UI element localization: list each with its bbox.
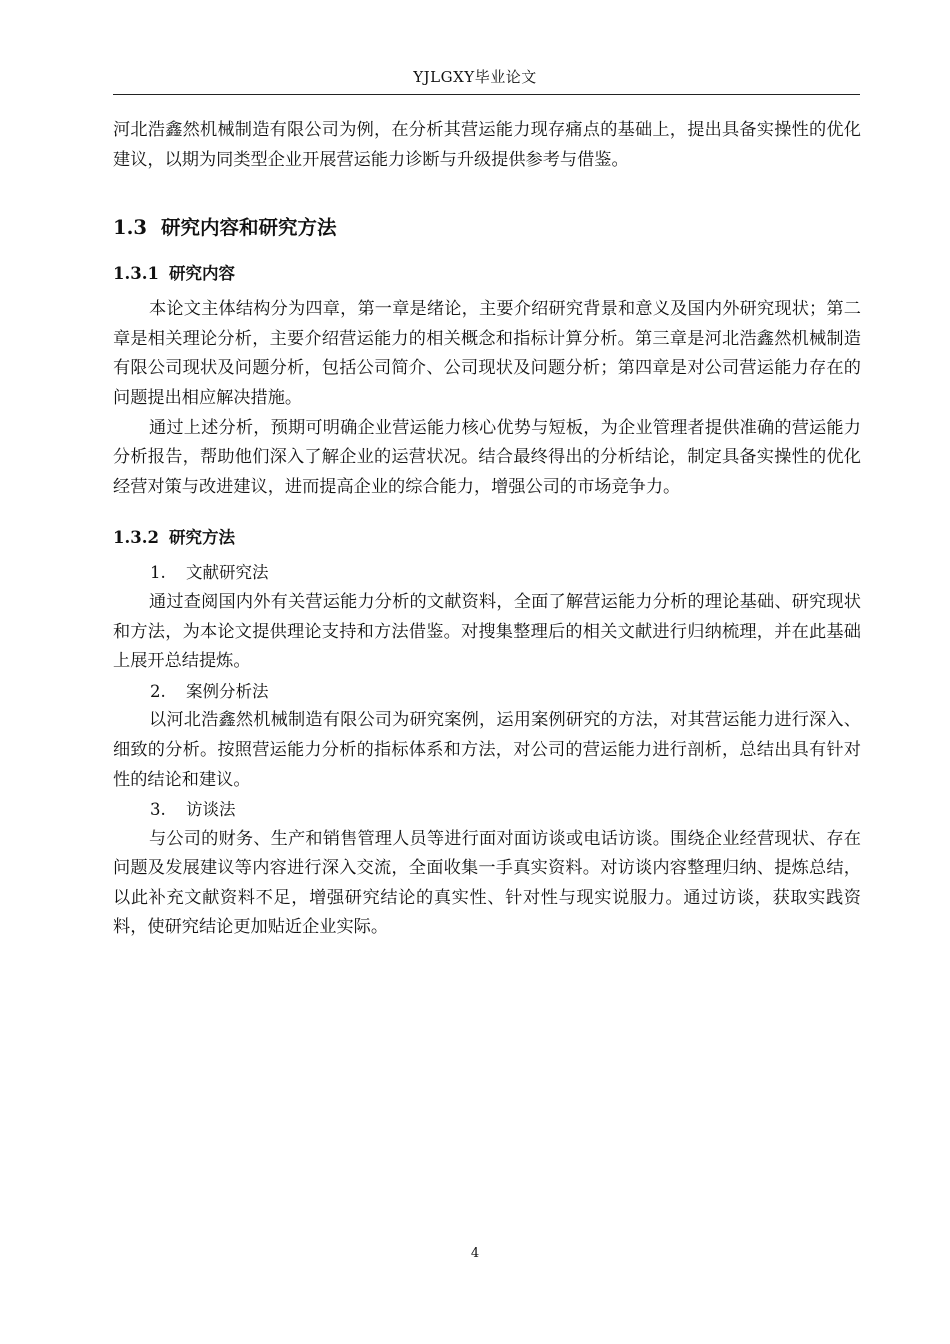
method-name: 访谈法: [186, 800, 236, 820]
page-number: 4: [470, 1246, 480, 1261]
running-header: YJLGXY毕业论文: [413, 68, 537, 86]
section-number: 1.3: [113, 216, 147, 240]
method-description: 以河北浩鑫然机械制造有限公司为研究案例，运用案例研究的方法，对其营运能力进行深入、细致的分析。按照营运能力分析的指标体系和方法，对公司的营运能力进行剖析，总结出具有针对性的结论和建议。: [113, 710, 861, 790]
research-content-paragraph: 通过上述分析，预期可明确企业营运能力核心优势与短板，为企业管理者提供准确的营运能力分析报告，帮助他们深入了解企业的运营状况。结合最终得出的分析结论，制定具备实操性的优化经营对策与改进建议，进而提高企业的综合能力，增强公司的市场竞争力。: [113, 417, 861, 497]
page-body: [113, 116, 861, 943]
method-description: 与公司的财务、生产和销售管理人员等进行面对面访谈或电话访谈。围绕企业经营现状、存在问题及发展建议等内容进行深入交流，全面收集一手真实资料。对访谈内容整理归纳、提炼总结，以此补充文献资料不足，增强研究结论的真实性、针对性与现实说服力。通过访谈，获取实践资料，使研究结论更加贴近企业实际。: [113, 828, 861, 938]
method-name: 文献研究法: [186, 563, 269, 583]
subsection-number: 1.3.2: [113, 528, 159, 548]
research-content-paragraph: 本论文主体结构分为四章，第一章是绪论，主要介绍研究背景和意义及国内外研究现状；第二章是相关理论分析，主要介绍营运能力的相关概念和指标计算分析。第三章是河北浩鑫然机械制造有限公司现状及问题分析，包括公司简介、公司现状及问题分析；第四章是对公司营运能力存在的问题提出相应解决措施。: [113, 299, 861, 408]
subsection-title: 研究内容: [168, 264, 235, 284]
method-item-heading: [113, 677, 861, 707]
method-description: 通过查阅国内外有关营运能力分析的文献资料，全面了解营运能力分析的理论基础、研究现状和方法，为本论文提供理论支持和方法借鉴。对搜集整理后的相关文献进行归纳梳理，并在此基础上展开总结提炼。: [113, 591, 861, 672]
intro-paragraph: 河北浩鑫然机械制造有限公司为例，在分析其营运能力现存痛点的基础上，提出具备实操性的优化建议，以期为同类型企业开展营运能力诊断与升级提供参考与借鉴。: [113, 120, 861, 170]
method-item-heading: [113, 795, 861, 825]
section-heading-1-3: [113, 213, 861, 243]
method-number: 2.: [150, 681, 166, 701]
method-name: 案例分析法: [186, 681, 269, 701]
subsection-heading-1-3-1: [113, 260, 861, 288]
section-title: 研究内容和研究方法: [160, 216, 337, 240]
method-item-heading: [113, 558, 861, 588]
subsection-number: 1.3.1: [113, 264, 159, 284]
subsection-heading-1-3-2: [113, 524, 861, 552]
method-number: 1.: [150, 563, 166, 583]
header-rule: [113, 94, 860, 95]
method-number: 3.: [150, 800, 166, 820]
subsection-title: 研究方法: [168, 528, 235, 548]
